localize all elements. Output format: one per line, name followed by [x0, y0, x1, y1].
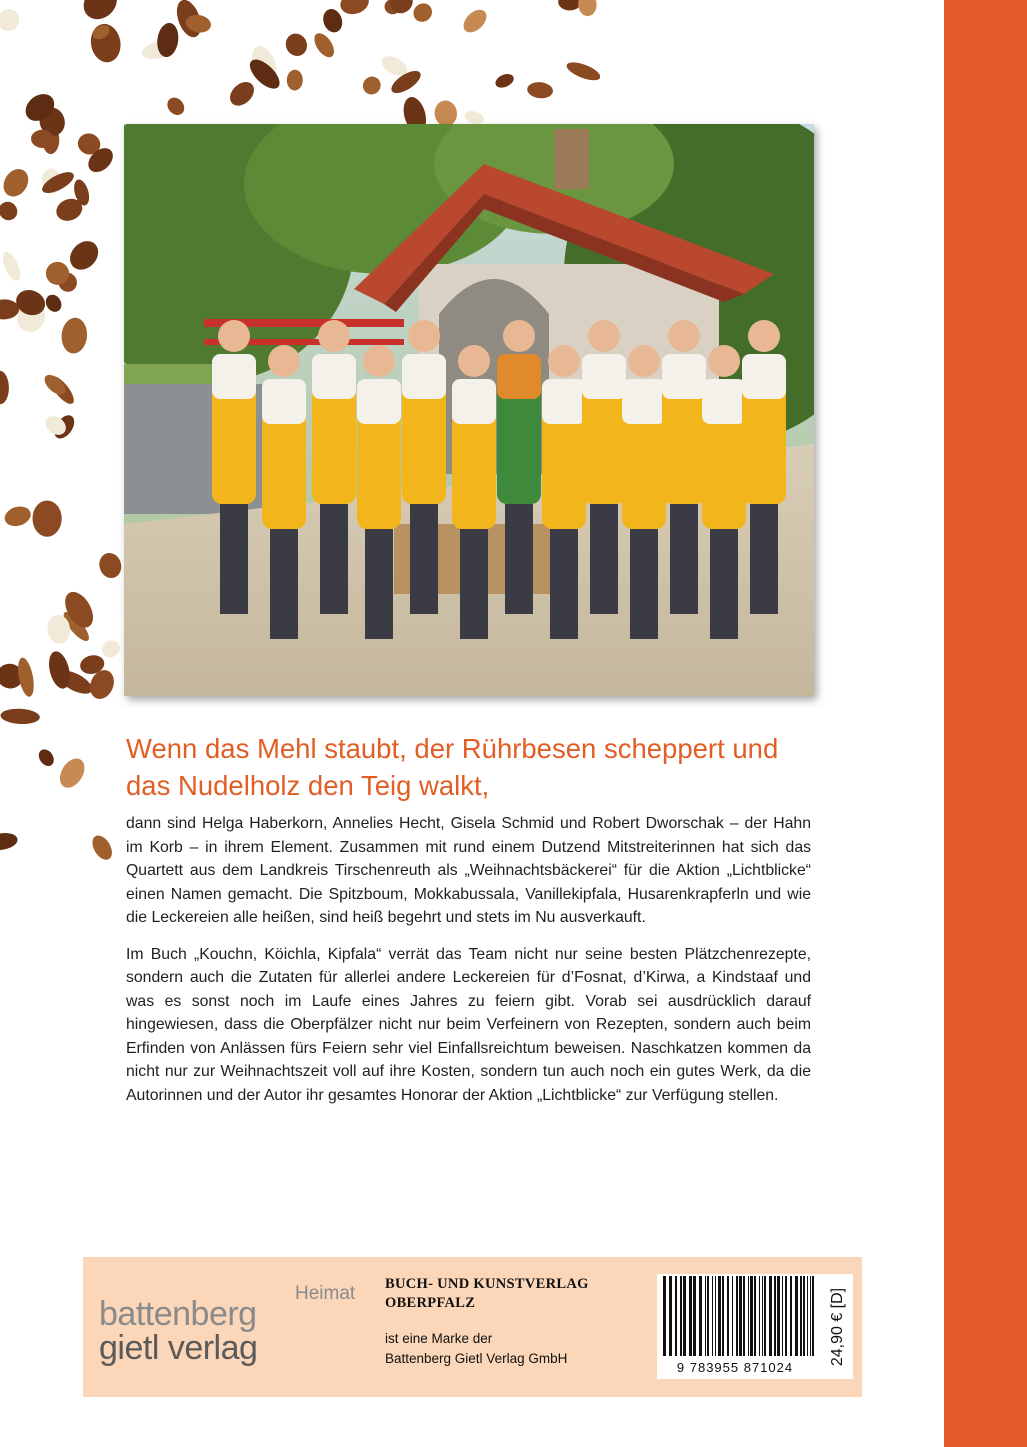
- person-legs: [320, 504, 348, 614]
- barcode-bar: [739, 1276, 742, 1356]
- nut-shape: [310, 30, 337, 61]
- price-text: 24,90 € [D]: [829, 1287, 846, 1366]
- barcode-bar: [759, 1276, 760, 1356]
- person-head: [588, 320, 620, 352]
- person-head: [548, 345, 580, 377]
- publisher-name-line-1: BUCH- UND KUNSTVERLAG: [385, 1276, 589, 1292]
- barcode-bar: [807, 1276, 808, 1356]
- headline-line-1: Wenn das Mehl staubt, der Rührbesen scheppert und: [126, 733, 779, 764]
- nut-shape: [0, 708, 40, 725]
- nut-shape: [33, 500, 62, 536]
- person-head: [363, 345, 395, 377]
- person-legs: [220, 504, 248, 614]
- person-legs: [550, 529, 578, 639]
- barcode-bar: [785, 1276, 787, 1356]
- nut-shape: [0, 371, 9, 405]
- barcode-bar: [699, 1276, 702, 1356]
- publisher-footer: [83, 1257, 862, 1397]
- barcode-bar: [803, 1276, 805, 1356]
- orange-spine-bar: [944, 0, 1027, 1447]
- person-shirt: [662, 354, 706, 399]
- logo-heimat: Heimat: [295, 1283, 356, 1304]
- person-head: [503, 320, 535, 352]
- barcode-box: [657, 1274, 853, 1379]
- barcode-bar: [663, 1276, 666, 1356]
- nut-shape: [410, 0, 436, 26]
- nut-shape: [287, 70, 303, 91]
- barcode-bar: [750, 1276, 753, 1356]
- publisher-company: Battenberg Gietl Verlag GmbH: [385, 1351, 568, 1366]
- barcode-bar: [727, 1276, 729, 1356]
- person-shirt: [452, 379, 496, 424]
- price-label: [825, 1274, 851, 1379]
- nut-shape: [96, 550, 124, 581]
- barcode-bar: [675, 1276, 677, 1356]
- barcode-bar: [722, 1276, 724, 1356]
- person-head: [708, 345, 740, 377]
- person-legs: [710, 529, 738, 639]
- nut-shape: [88, 832, 116, 860]
- nut-shape: [0, 831, 19, 852]
- logo-gietl-verlag: gietl verlag: [99, 1329, 258, 1367]
- person-legs: [365, 529, 393, 639]
- nut-shape: [578, 0, 598, 17]
- nut-shape: [225, 77, 258, 110]
- person-head: [668, 320, 700, 352]
- barcode-bar: [748, 1276, 749, 1356]
- barcode-bar: [762, 1276, 763, 1356]
- person-legs: [505, 504, 533, 614]
- person-legs: [590, 504, 618, 614]
- barcode-bar: [715, 1276, 716, 1356]
- barcode-bar: [718, 1276, 721, 1356]
- nut-shape: [77, 0, 124, 26]
- person-shirt: [497, 354, 541, 399]
- barcode-bar: [800, 1276, 802, 1356]
- isbn-number: 9 783955 871024: [676, 1360, 794, 1375]
- barcode-bar: [795, 1276, 798, 1356]
- person-shirt: [357, 379, 401, 424]
- person-head: [268, 345, 300, 377]
- publisher-info: [385, 1275, 589, 1369]
- barcode-bar: [782, 1276, 783, 1356]
- nut-shape: [164, 94, 188, 118]
- person-head: [628, 345, 660, 377]
- person-legs: [460, 529, 488, 639]
- barcode-bar: [683, 1276, 686, 1356]
- barcode-bar: [689, 1276, 692, 1356]
- person-shirt: [402, 354, 446, 399]
- publisher-name-line-2: OBERPFALZ: [385, 1295, 476, 1311]
- person-shirt: [742, 354, 786, 399]
- logo-battenberg: battenberg: [99, 1295, 257, 1333]
- person-head: [218, 320, 250, 352]
- barcode-bar: [732, 1276, 733, 1356]
- group-photo-bakers-icon: [124, 124, 814, 696]
- barcode-bar: [712, 1276, 713, 1356]
- barcode-bar: [769, 1276, 772, 1356]
- barcode-bar: [774, 1276, 776, 1356]
- nut-shape: [55, 754, 90, 792]
- barcode-bar: [680, 1276, 682, 1356]
- nut-shape: [526, 81, 553, 100]
- nut-shape: [36, 747, 57, 769]
- person-shirt: [212, 354, 256, 399]
- person-head: [318, 320, 350, 352]
- barcode-bar: [743, 1276, 745, 1356]
- person-head: [748, 320, 780, 352]
- nut-shape: [0, 164, 33, 201]
- nut-shape: [64, 235, 104, 275]
- person-head: [458, 345, 490, 377]
- body-paragraph-2: Im Buch „Kouchn, Köichla, Kipfala“ verrät das Team nicht nur seine besten Plätzchenrezepte, sondern auch die Zutaten für allerlei andere Leckereien für d’Fosnat, d’Kirwa, a Kindstaaf und was es sonst noch im Laufe eines Jahres zu feiern gibt. Vorab sei ausdrücklich darauf hingewiesen, dass die Oberpfälzer nicht nur beim Verfeinern von Rezepten, sondern auch beim Erfinden von Anlässen fürs Feiern sehr viel Einfallsreichtum beweisen. Naschkatzen kommen da nicht nur zur Weihnachtszeit voll auf ihre Kosten, sondern tun auch noch ein gutes Werk, da die Autorinnen und der Autor ihr gesamtes Honorar der Aktion „Lichtblicke“ zur Verfügung stellen.: [126, 945, 811, 1104]
- nut-shape: [564, 59, 600, 84]
- person-head: [408, 320, 440, 352]
- nut-shape: [0, 198, 21, 224]
- headline: [126, 730, 926, 804]
- barcode-bar: [707, 1276, 709, 1356]
- barcode-bar: [736, 1276, 738, 1356]
- nut-shape: [43, 292, 65, 315]
- barcode-bar: [669, 1276, 672, 1356]
- person-legs: [270, 529, 298, 639]
- nut-shape: [459, 5, 491, 36]
- person-shirt: [262, 379, 306, 424]
- nut-shape: [320, 6, 345, 34]
- body-paragraph-1: dann sind Helga Haberkorn, Annelies Hecht, Gisela Schmid und Robert Dworschak – der Hahn im Korb – in ihrem Element. Zusammen mit rund einem Dutzend Mitstreiterinnen hat sich das Quartett aus dem Landkreis Tirschenreuth als „Weihnachtsbäckerei“ für die Aktion „Lichtblicke“ einen Namen gemacht. Die Spitzboum, Mokkabussala, Vanillekipfala, Husarenkrapferln und wie die Leckereien alle heißen, sind heiß begehrt und stets im Nu ausverkauft.: [126, 815, 811, 926]
- person-shirt: [582, 354, 626, 399]
- person-shirt: [312, 354, 356, 399]
- person-shirt: [622, 379, 666, 424]
- nut-shape: [2, 503, 33, 529]
- nut-shape: [0, 6, 22, 34]
- body-text: [126, 812, 811, 1120]
- person-legs: [630, 529, 658, 639]
- barcode-bar: [777, 1276, 780, 1356]
- publisher-brand-note: ist eine Marke der: [385, 1331, 493, 1346]
- nut-shape: [0, 250, 24, 284]
- barcode-icon: [659, 1276, 819, 1360]
- person-legs: [670, 504, 698, 614]
- nut-shape: [493, 71, 516, 90]
- headline-line-2: das Nudelholz den Teig walkt,: [126, 770, 490, 801]
- barcode-bar: [705, 1276, 706, 1356]
- person-shirt: [702, 379, 746, 424]
- nut-shape: [282, 30, 311, 60]
- nut-shape: [99, 637, 123, 660]
- barcode-bar: [754, 1276, 756, 1356]
- person-shirt: [542, 379, 586, 424]
- group-photo: [124, 124, 814, 696]
- barcode-bar: [790, 1276, 792, 1356]
- barcode-bar: [810, 1276, 811, 1356]
- nut-shape: [360, 73, 384, 98]
- barcode-bar: [693, 1276, 696, 1356]
- person-legs: [750, 504, 778, 614]
- barcode-bar: [812, 1276, 814, 1356]
- nut-shape: [338, 0, 372, 17]
- nut-shape: [60, 317, 88, 355]
- person-legs: [410, 504, 438, 614]
- barcode-bar: [764, 1276, 766, 1356]
